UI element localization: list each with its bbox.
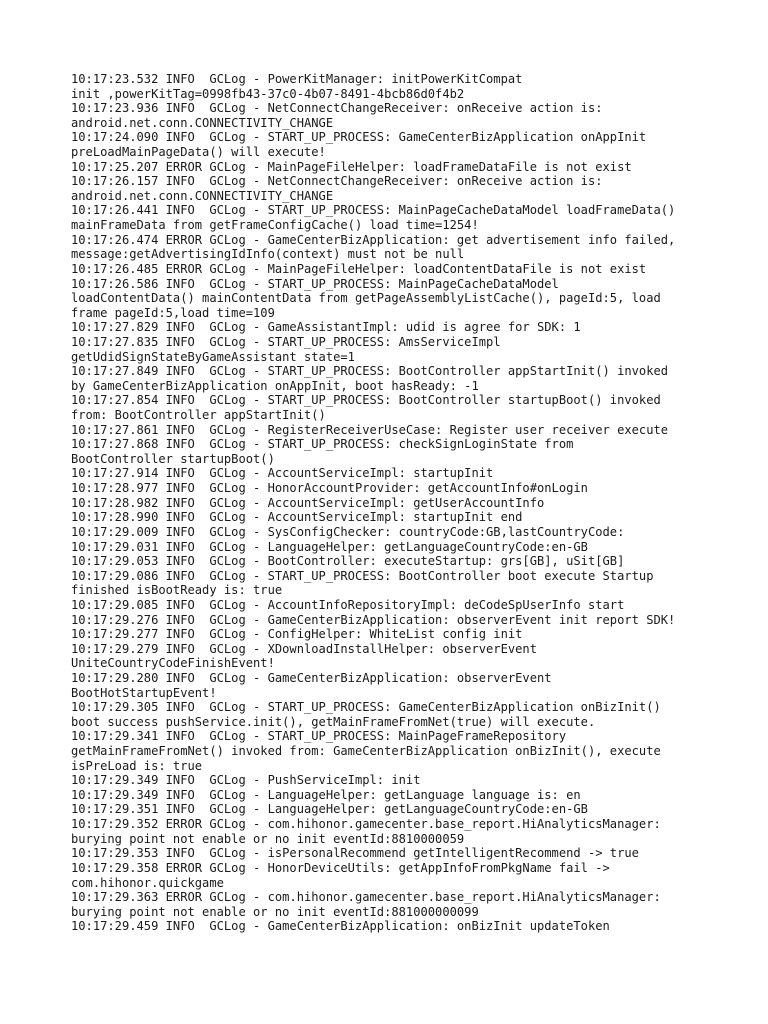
log-line: android.net.conn.CONNECTIVITY_CHANGE (71, 115, 334, 130)
log-line: 10:17:29.341 INFO GCLog - START_UP_PROCESS: MainPageFrameRepository (71, 729, 567, 744)
log-line: isPreLoad is: true (71, 758, 203, 773)
log-line: 10:17:29.305 INFO GCLog - START_UP_PROCESS: GameCenterBizApplication onBizInit() (71, 700, 661, 715)
log-line: 10:17:27.868 INFO GCLog - START_UP_PROCESS: checkSignLoginState from (71, 437, 574, 452)
log-line: burying point not enable or no init eventId:881000000099 (71, 904, 479, 919)
log-line: android.net.conn.CONNECTIVITY_CHANGE (71, 188, 334, 203)
log-line: 10:17:27.861 INFO GCLog - RegisterReceiverUseCase: Register user receiver execute (71, 422, 669, 437)
log-line: 10:17:29.279 INFO GCLog - XDownloadInstallHelper: observerEvent (71, 641, 537, 656)
log-line: 10:17:28.982 INFO GCLog - AccountServiceImpl: getUserAccountInfo (71, 495, 545, 510)
log-line: 10:17:29.349 INFO GCLog - PushServiceImpl: init (71, 773, 421, 788)
log-line: loadContentData() mainContentData from getPageAssemblyListCache(), pageId:5, load (71, 291, 661, 306)
log-line: by GameCenterBizApplication onAppInit, boot hasReady: -1 (71, 378, 479, 393)
log-line: burying point not enable or no init eventId:8810000059 (71, 831, 465, 846)
log-line: finished isBootReady is: true (71, 583, 283, 598)
log-line: 10:17:23.532 INFO GCLog - PowerKitManager: initPowerKitCompat (71, 72, 523, 86)
log-line: BootHotStartupEvent! (71, 685, 217, 700)
log-line: 10:17:25.207 ERROR GCLog - MainPageFileHelper: loadFrameDataFile is not exist (71, 159, 632, 174)
log-line: 10:17:29.459 INFO GCLog - GameCenterBizApplication: onBizInit updateToken (71, 919, 610, 934)
log-line: 10:17:28.990 INFO GCLog - AccountServiceImpl: startupInit end (71, 510, 523, 525)
log-line: 10:17:29.053 INFO GCLog - BootController: executeStartup: grs[GB], uSit[GB] (71, 554, 625, 569)
log-line: 10:17:27.854 INFO GCLog - START_UP_PROCESS: BootController startupBoot() invoked (71, 393, 661, 408)
log-text-block (71, 72, 711, 934)
log-line: 10:17:26.586 INFO GCLog - START_UP_PROCESS: MainPageCacheDataModel (71, 276, 559, 291)
log-line: 10:17:26.474 ERROR GCLog - GameCenterBizApplication: get advertisement info failed, (71, 232, 676, 247)
log-line: 10:17:28.977 INFO GCLog - HonorAccountProvider: getAccountInfo#onLogin (71, 481, 588, 496)
log-line: 10:17:29.352 ERROR GCLog - com.hihonor.gamecenter.base_report.HiAnalyticsManager: (71, 817, 661, 832)
log-line: 10:17:29.353 INFO GCLog - isPersonalRecommend getIntelligentRecommend -> true (71, 846, 639, 861)
log-line: 10:17:29.031 INFO GCLog - LanguageHelper: getLanguageCountryCode:en-GB (71, 539, 588, 554)
log-line: frame pageId:5,load time=109 (71, 305, 275, 320)
log-line: 10:17:29.363 ERROR GCLog - com.hihonor.gamecenter.base_report.HiAnalyticsManager: (71, 890, 661, 905)
log-line: 10:17:29.280 INFO GCLog - GameCenterBizApplication: observerEvent (71, 670, 552, 685)
log-line: getUdidSignStateByGameAssistant state=1 (71, 349, 355, 364)
log-line: 10:17:29.009 INFO GCLog - SysConfigChecker: countryCode:GB,lastCountryCode: (71, 524, 625, 539)
log-line: message:getAdvertisingIdInfo(context) must not be null (71, 247, 465, 262)
log-line: 10:17:29.086 INFO GCLog - START_UP_PROCESS: BootController boot execute Startup (71, 568, 654, 583)
log-line: preLoadMainPageData() will execute! (71, 145, 326, 160)
log-line: 10:17:23.936 INFO GCLog - NetConnectChangeReceiver: onReceive action is: (71, 101, 603, 116)
log-line: 10:17:29.351 INFO GCLog - LanguageHelper: getLanguageCountryCode:en-GB (71, 802, 588, 817)
log-line: 10:17:29.085 INFO GCLog - AccountInfoRepositoryImpl: deCodeSpUserInfo start (71, 597, 625, 612)
log-line: 10:17:26.157 INFO GCLog - NetConnectChangeReceiver: onReceive action is: (71, 174, 603, 189)
log-line: 10:17:29.277 INFO GCLog - ConfigHelper: WhiteList config init (71, 627, 523, 642)
log-line: 10:17:29.276 INFO GCLog - GameCenterBizApplication: observerEvent init report SDK! (71, 612, 676, 627)
log-line: com.hihonor.quickgame (71, 875, 224, 890)
log-line: UniteCountryCodeFinishEvent! (71, 656, 275, 671)
log-line: getMainFrameFromNet() invoked from: GameCenterBizApplication onBizInit(), execute (71, 744, 661, 759)
log-line: 10:17:27.849 INFO GCLog - START_UP_PROCESS: BootController appStartInit() invoked (71, 364, 669, 379)
log-line: BootController startupBoot() (71, 451, 275, 466)
log-line: 10:17:29.349 INFO GCLog - LanguageHelper: getLanguage language is: en (71, 787, 581, 802)
log-line: 10:17:29.358 ERROR GCLog - HonorDeviceUtils: getAppInfoFromPkgName fail -> (71, 860, 610, 875)
log-line: 10:17:26.485 ERROR GCLog - MainPageFileHelper: loadContentDataFile is not exist (71, 261, 647, 276)
log-line: mainFrameData from getFrameConfigCache() load time=1254! (71, 218, 479, 233)
log-line: 10:17:26.441 INFO GCLog - START_UP_PROCESS: MainPageCacheDataModel loadFrameData() (71, 203, 676, 218)
log-line: 10:17:27.914 INFO GCLog - AccountServiceImpl: startupInit (71, 466, 494, 481)
log-line: boot success pushService.init(), getMainFrameFromNet(true) will execute. (71, 714, 596, 729)
log-line: 10:17:27.829 INFO GCLog - GameAssistantImpl: udid is agree for SDK: 1 (71, 320, 581, 335)
log-line: 10:17:27.835 INFO GCLog - START_UP_PROCESS: AmsServiceImpl (71, 334, 501, 349)
log-line: init ,powerKitTag=0998fb43-37c0-4b07-8491-4bcb86d0f4b2 (71, 86, 465, 101)
log-line: 10:17:24.090 INFO GCLog - START_UP_PROCESS: GameCenterBizApplication onAppInit (71, 130, 647, 145)
log-line: from: BootController appStartInit() (71, 408, 326, 423)
